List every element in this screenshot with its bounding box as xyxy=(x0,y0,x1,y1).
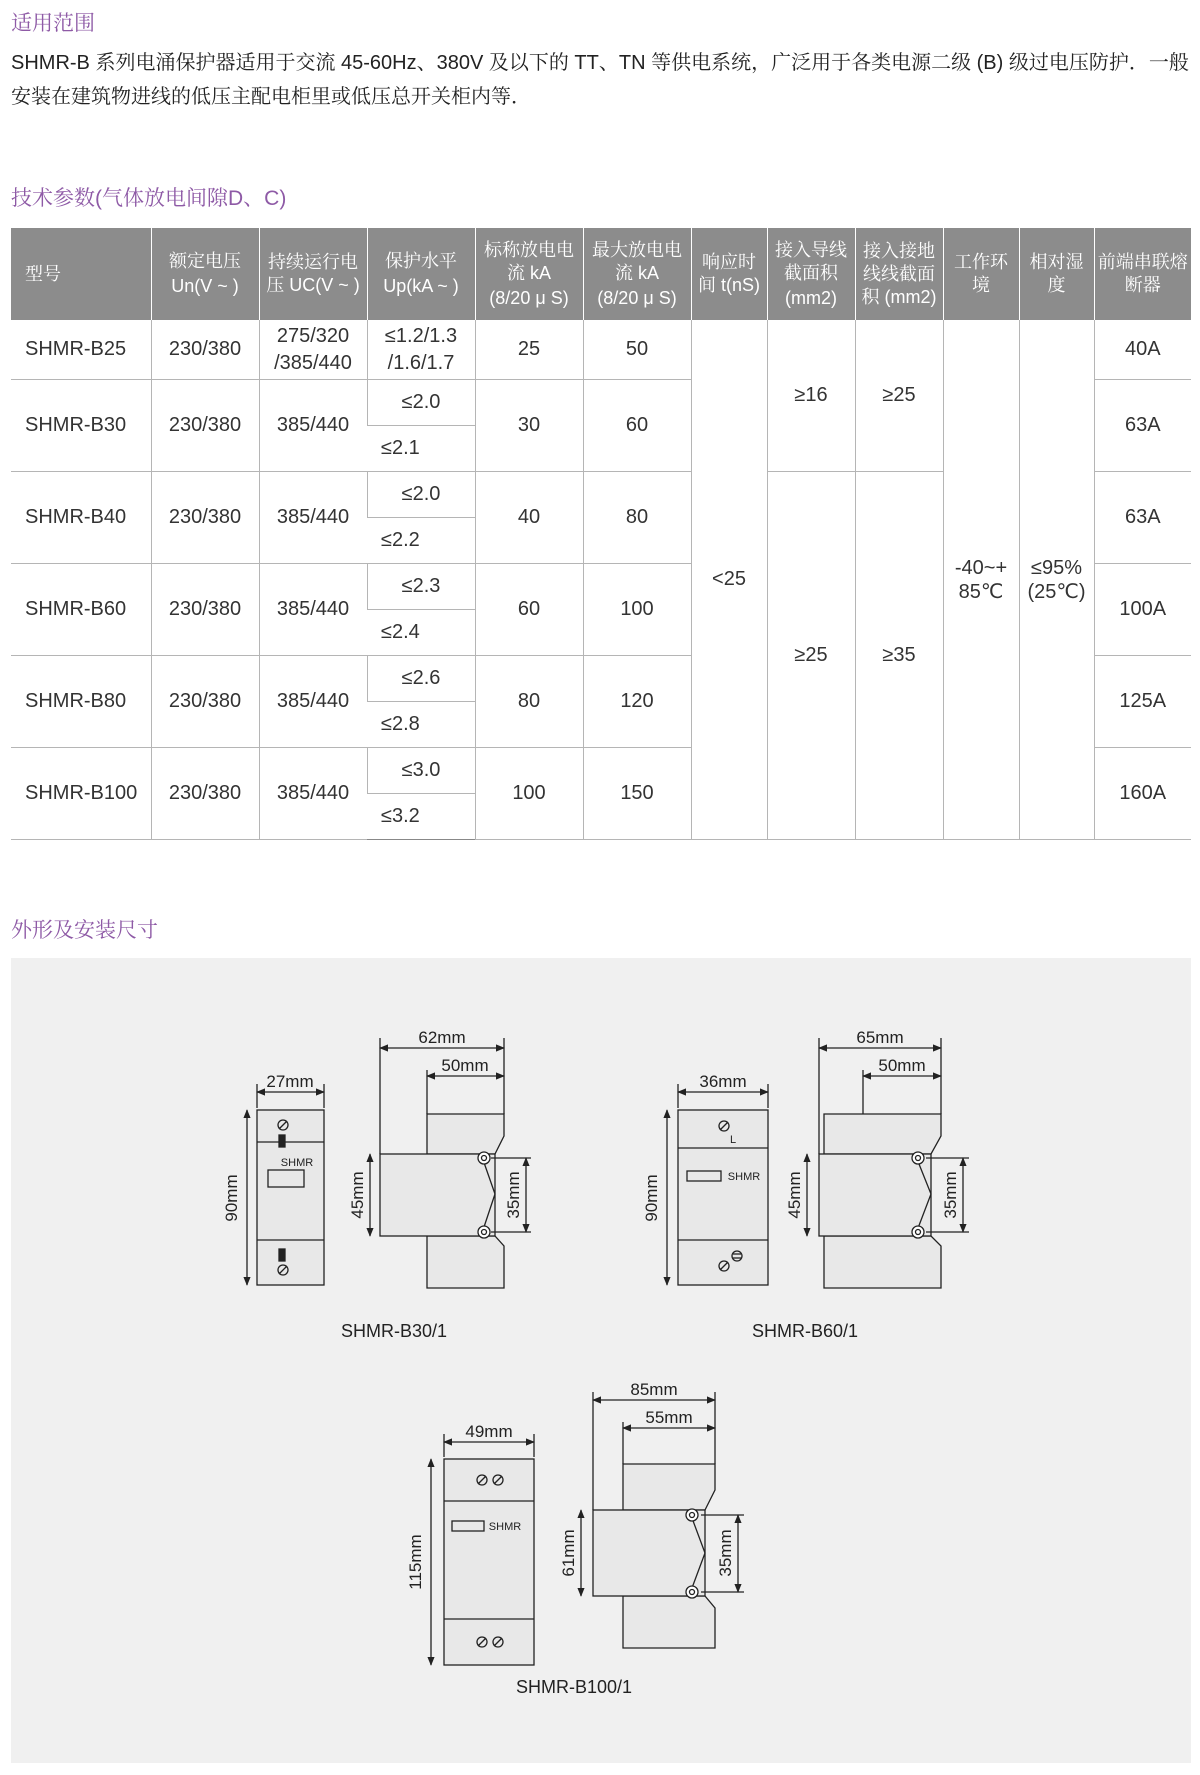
cell-model: SHMR-B80 xyxy=(11,656,151,748)
cell-nominal: 30 xyxy=(475,380,583,472)
b30-depth-body-label: 50mm xyxy=(441,1056,489,1075)
cell-un: 230/380 xyxy=(151,472,259,564)
header-response-time: 响应时间 t(nS) xyxy=(691,228,767,320)
cell-nominal: 60 xyxy=(475,564,583,656)
cell-nominal: 40 xyxy=(475,472,583,564)
cell-up: ≤2.0 xyxy=(367,380,475,426)
dimension-diagrams xyxy=(11,958,1191,1763)
header-environment: 工作环境 xyxy=(943,228,1019,320)
cell-max: 50 xyxy=(583,320,691,380)
b30-depth-total-label: 62mm xyxy=(418,1028,466,1047)
cell-uc: 385/440 xyxy=(259,380,367,472)
b100-side-view xyxy=(581,1392,744,1648)
cell-fuse: 160A xyxy=(1094,748,1191,840)
cell-model: SHMR-B60 xyxy=(11,564,151,656)
dims-title: 外形及安装尺寸 xyxy=(11,919,158,942)
cell-wire-small: ≥16 xyxy=(767,320,855,472)
cell-model: SHMR-B40 xyxy=(11,472,151,564)
cell-up: ≤2.6 xyxy=(367,656,475,702)
cell-humidity: ≤95% (25℃) xyxy=(1019,320,1094,840)
b100-width-label: 49mm xyxy=(465,1422,513,1441)
header-fuse: 前端串联熔断器 xyxy=(1094,228,1191,320)
b60-depth-body-label: 50mm xyxy=(878,1056,926,1075)
b30-height-label: 90mm xyxy=(222,1174,241,1222)
b100-brand-label: SHMR xyxy=(488,1521,522,1533)
cell-max: 80 xyxy=(583,472,691,564)
table-row xyxy=(11,320,1191,380)
cell-fuse: 63A xyxy=(1094,380,1191,472)
header-model: 型号 xyxy=(11,228,151,320)
header-rated-voltage: 额定电压 Un(V ~ ) xyxy=(151,228,259,320)
cell-up: ≤3.2 xyxy=(367,794,475,840)
spec-header-row xyxy=(11,228,1191,320)
cell-uc: 385/440 xyxy=(259,472,367,564)
cell-max: 120 xyxy=(583,656,691,748)
header-ground-section: 接入接地线线截面积 (mm2) xyxy=(855,228,943,320)
cell-uc: 385/440 xyxy=(259,656,367,748)
cell-nominal: 25 xyxy=(475,320,583,380)
cell-up: ≤3.0 xyxy=(367,748,475,794)
b30-rail-label: 35mm xyxy=(504,1171,523,1219)
header-wire-section: 接入导线截面积 (mm2) xyxy=(767,228,855,320)
cell-nominal: 80 xyxy=(475,656,583,748)
b30-side-view xyxy=(370,1038,531,1288)
scope-description: SHMR-B 系列电涌保护器适用于交流 45-60Hz、380V 及以下的 TT、TN 等供电系统，广泛用于各类电源二级 (B) 级过电压防护．一般安装在建筑物进线的低压主配电柜里或低压总开关柜内等． xyxy=(11,52,1189,108)
b30-brand-label: SHMR xyxy=(280,1157,314,1169)
cell-fuse: 100A xyxy=(1094,564,1191,656)
b100-body-height-label: 61mm xyxy=(559,1529,578,1577)
cell-up: ≤2.2 xyxy=(367,518,475,564)
cell-un: 230/380 xyxy=(151,748,259,840)
b100-height-label: 115mm xyxy=(406,1534,425,1590)
b100-depth-total-label: 85mm xyxy=(630,1380,678,1399)
cell-up: ≤2.0 xyxy=(367,472,475,518)
cell-environment: -40~+ 85℃ xyxy=(943,320,1019,840)
cell-un: 230/380 xyxy=(151,380,259,472)
cell-un: 230/380 xyxy=(151,656,259,748)
cell-uc: 385/440 xyxy=(259,748,367,840)
cell-fuse: 63A xyxy=(1094,472,1191,564)
cell-model: SHMR-B25 xyxy=(11,320,151,380)
header-continuous-voltage: 持续运行电压 UC(V ~ ) xyxy=(259,228,367,320)
cell-fuse: 125A xyxy=(1094,656,1191,748)
cell-un: 230/380 xyxy=(151,564,259,656)
b100-rail-label: 35mm xyxy=(716,1529,735,1577)
cell-up: ≤2.4 xyxy=(367,610,475,656)
cell-up: ≤2.1 xyxy=(367,426,475,472)
cell-uc: 385/440 xyxy=(259,564,367,656)
b60-brand-label: SHMR xyxy=(727,1171,761,1183)
cell-up: ≤1.2/1.3 /1.6/1.7 xyxy=(367,320,475,380)
cell-model: SHMR-B30 xyxy=(11,380,151,472)
cell-response-time: <25 xyxy=(691,320,767,840)
header-max-current: 最大放电电流 kA (8/20 μ S) xyxy=(583,228,691,320)
cell-wire-large: ≥25 xyxy=(767,472,855,840)
cell-max: 100 xyxy=(583,564,691,656)
spec-table xyxy=(11,228,1191,840)
b60-height-label: 90mm xyxy=(642,1174,661,1222)
cell-max: 60 xyxy=(583,380,691,472)
b60-front-view xyxy=(667,1084,768,1285)
header-nominal-current: 标称放电电流 kA (8/20 μ S) xyxy=(475,228,583,320)
b30-width-label: 27mm xyxy=(266,1072,314,1091)
b60-caption: SHMR-B60/1 xyxy=(751,1321,859,1341)
b60-width-label: 36mm xyxy=(699,1072,747,1091)
b60-depth-total-label: 65mm xyxy=(856,1028,904,1047)
header-protection-level: 保护水平 Up(kA ~ ) xyxy=(367,228,475,320)
scope-title: 适用范围 xyxy=(11,12,95,35)
b60-terminal-label: L xyxy=(729,1134,737,1146)
cell-up: ≤2.8 xyxy=(367,702,475,748)
header-humidity: 相对湿度 xyxy=(1019,228,1094,320)
b100-depth-body-label: 55mm xyxy=(645,1408,693,1427)
b100-front-view xyxy=(431,1434,534,1665)
params-title: 技术参数(气体放电间隙D、C) xyxy=(11,187,287,210)
cell-model: SHMR-B100 xyxy=(11,748,151,840)
cell-un: 230/380 xyxy=(151,320,259,380)
b100-caption: SHMR-B100/1 xyxy=(515,1677,633,1697)
cell-nominal: 100 xyxy=(475,748,583,840)
dimension-drawings xyxy=(11,958,1191,1763)
b60-body-height-label: 45mm xyxy=(785,1171,804,1219)
cell-up: ≤2.3 xyxy=(367,564,475,610)
b30-body-height-label: 45mm xyxy=(348,1171,367,1219)
b60-side-view xyxy=(807,1038,969,1288)
b30-caption: SHMR-B30/1 xyxy=(340,1321,448,1341)
cell-ground-small: ≥25 xyxy=(855,320,943,472)
b30-front-view xyxy=(247,1084,324,1285)
cell-ground-large: ≥35 xyxy=(855,472,943,840)
cell-fuse: 40A xyxy=(1094,320,1191,380)
cell-uc: 275/320 /385/440 xyxy=(259,320,367,380)
cell-max: 150 xyxy=(583,748,691,840)
b60-rail-label: 35mm xyxy=(941,1171,960,1219)
